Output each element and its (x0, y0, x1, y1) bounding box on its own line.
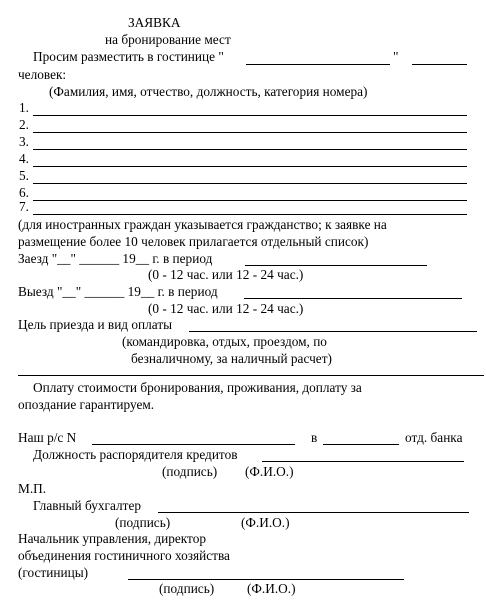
list-number: 4. (19, 151, 29, 166)
purpose-hint-line1: (командировка, отдых, проездом, по (122, 334, 327, 349)
form-title: ЗАЯВКА (128, 15, 181, 30)
departure-hours-hint: (0 - 12 час. или 12 - 24 час.) (148, 301, 304, 316)
purpose-line[interactable] (189, 331, 477, 332)
bank-account-label: Наш р/с N (18, 430, 77, 445)
persons-label: человек: (18, 67, 67, 82)
foreign-note-line2: размещение более 10 человек прилагается отдельный список) (18, 234, 369, 249)
head-signature-hint: (подпись) (159, 581, 215, 596)
request-text: Просим разместить в гостинице " (33, 49, 224, 64)
hotel-name-line[interactable] (246, 64, 390, 65)
head-signature-line[interactable] (128, 579, 404, 580)
chief-accountant-name-hint: (Ф.И.О.) (241, 515, 290, 530)
guarantee-line1: Оплату стоимости бронирования, проживания, доплату за (33, 380, 362, 395)
list-entry-line[interactable] (33, 166, 467, 167)
chief-accountant-signature-hint: (подпись) (115, 515, 171, 530)
request-quote-close: " (393, 49, 399, 64)
list-entry-line[interactable] (33, 200, 467, 201)
list-entry-line[interactable] (33, 132, 467, 133)
arrival-label: Заезд "__" ______ 19__ г. в период (18, 251, 213, 266)
chief-accountant-label: Главный бухгалтер (33, 498, 142, 513)
form-subtitle: на бронирование мест (105, 32, 231, 47)
bank-branch-label: отд. банка (405, 430, 463, 445)
list-number: 6. (19, 185, 29, 200)
head-title-line1: Начальник управления, директор (18, 531, 206, 546)
credit-manager-line[interactable] (262, 461, 464, 462)
persons-hint: (Фамилия, имя, отчество, должность, категория номера) (49, 84, 368, 99)
list-number: 2. (19, 117, 29, 132)
guarantee-line2: опоздание гарантируем. (18, 397, 155, 412)
list-number: 5. (19, 168, 29, 183)
arrival-hours-hint: (0 - 12 час. или 12 - 24 час.) (148, 267, 304, 282)
departure-label: Выезд "__" ______ 19__ г. в период (18, 284, 218, 299)
purpose-label: Цель приезда и вид оплаты (18, 317, 173, 332)
list-number: 7. (19, 199, 29, 214)
list-entry-line[interactable] (33, 183, 467, 184)
bank-name-line[interactable] (323, 444, 399, 445)
credit-manager-name-hint: (Ф.И.О.) (245, 464, 294, 479)
bank-account-line[interactable] (92, 444, 295, 445)
head-title-line2: объединения гостиничного хозяйства (18, 548, 230, 563)
bank-in-label: в (311, 430, 318, 445)
stamp-label: М.П. (18, 481, 47, 496)
departure-period-line[interactable] (244, 298, 462, 299)
purpose-hint-line2: безналичному, за наличный расчет) (131, 351, 332, 366)
credit-manager-label: Должность распорядителя кредитов (33, 447, 238, 462)
credit-manager-signature-hint: (подпись) (162, 464, 218, 479)
persons-count-line[interactable] (412, 64, 467, 65)
list-entry-line[interactable] (33, 149, 467, 150)
list-entry-line[interactable] (33, 214, 467, 215)
head-name-hint: (Ф.И.О.) (247, 581, 296, 596)
chief-accountant-line[interactable] (158, 512, 469, 513)
list-number: 1. (19, 100, 29, 115)
list-number: 3. (19, 134, 29, 149)
arrival-period-line[interactable] (245, 265, 427, 266)
section-divider (18, 375, 484, 376)
list-entry-line[interactable] (33, 115, 467, 116)
foreign-note-line1: (для иностранных граждан указывается гражданство; к заявке на (18, 217, 387, 232)
head-title-line3: (гостиницы) (18, 565, 89, 580)
